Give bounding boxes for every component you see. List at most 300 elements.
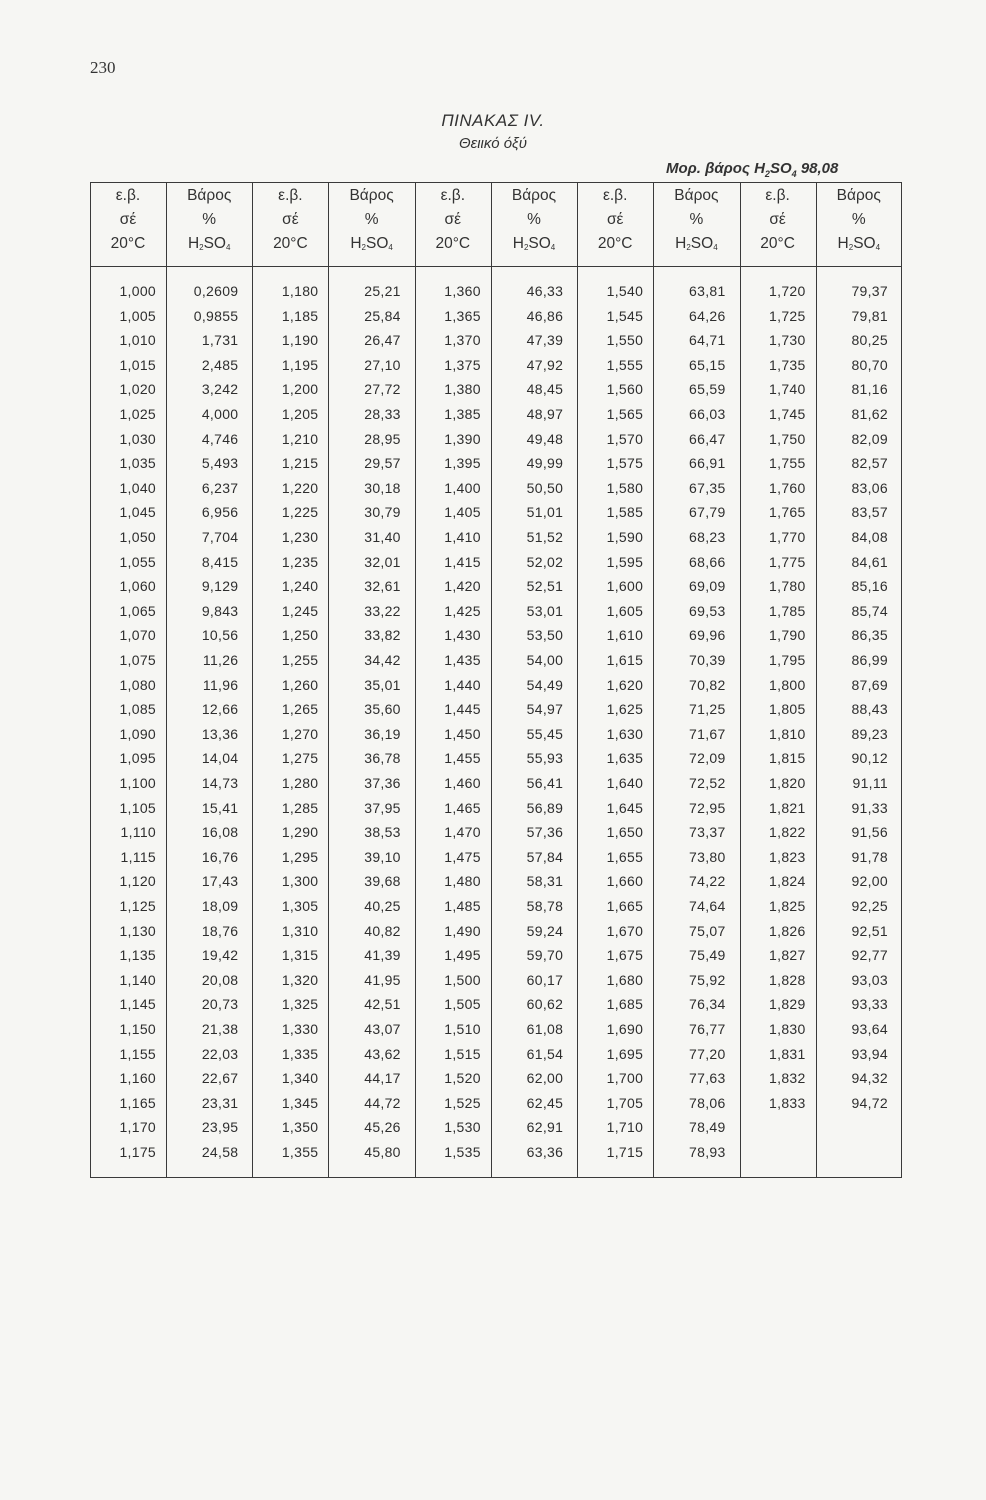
weight-percent-cell: 91,33 xyxy=(851,799,888,816)
header-weight-label: Βάρος xyxy=(836,187,881,204)
weight-percent-cell: 74,22 xyxy=(689,873,726,890)
specific-gravity-cell: 1,405 xyxy=(444,504,481,521)
weight-percent-cell: 75,07 xyxy=(689,922,726,939)
specific-gravity-cell: 1,670 xyxy=(606,922,644,939)
specific-gravity-cell: 1,380 xyxy=(444,381,481,398)
specific-gravity-cell: 1,430 xyxy=(444,627,481,644)
weight-percent-cell: 4,000 xyxy=(201,406,239,422)
header-percent: % xyxy=(851,211,866,228)
weight-percent-cell: 70,82 xyxy=(689,676,726,693)
weight-percent-cell: 26,47 xyxy=(364,332,401,349)
specific-gravity-cell: 1,830 xyxy=(769,1021,806,1037)
specific-gravity-cell: 1,585 xyxy=(606,504,644,521)
formula-so: SO xyxy=(203,235,226,252)
weight-percent-cell: 43,62 xyxy=(364,1045,401,1062)
header-line-1: σέ xyxy=(769,211,786,228)
specific-gravity-cell: 1,235 xyxy=(281,553,319,570)
specific-gravity-cell: 1,710 xyxy=(606,1119,644,1136)
weight-percent-cell: 59,70 xyxy=(526,947,564,964)
specific-gravity-cell: 1,090 xyxy=(119,725,156,742)
specific-gravity-cell: 1,465 xyxy=(444,799,481,816)
weight-percent-cell: 18,09 xyxy=(201,898,239,914)
formula-h: H xyxy=(187,235,200,252)
weight-percent-cell: 32,01 xyxy=(364,553,401,570)
specific-gravity-cell: 1,475 xyxy=(444,848,481,865)
weight-percent-cell: 27,72 xyxy=(364,381,401,398)
formula-h: H xyxy=(350,235,362,252)
specific-gravity-cell: 1,385 xyxy=(444,406,481,422)
weight-percent-cell: 67,79 xyxy=(689,504,726,521)
table-title: ΠΙΝΑΚΑΣ IV. xyxy=(441,111,545,130)
weight-percent-cell: 13,36 xyxy=(201,725,239,742)
weight-percent-cell: 72,95 xyxy=(689,799,726,816)
weight-percent-cell: 24,58 xyxy=(201,1144,239,1160)
weight-percent-cell: 76,34 xyxy=(689,996,726,1013)
weight-percent-cell: 57,36 xyxy=(526,824,564,841)
weight-percent-cell: 71,67 xyxy=(689,725,726,742)
specific-gravity-cell: 1,580 xyxy=(606,479,644,496)
header-line-2: 20°C xyxy=(273,235,308,252)
specific-gravity-cell: 1,100 xyxy=(119,775,156,791)
specific-gravity-cell: 1,530 xyxy=(444,1119,481,1136)
weight-percent-cell: 82,09 xyxy=(851,430,888,447)
weight-percent-cell: 5,493 xyxy=(201,455,239,472)
specific-gravity-cell: 1,495 xyxy=(444,947,481,964)
specific-gravity-cell: 1,070 xyxy=(119,627,156,644)
specific-gravity-cell: 1,760 xyxy=(769,479,806,496)
header-line-0: ε.β. xyxy=(440,187,466,204)
weight-percent-cell: 56,41 xyxy=(526,775,564,791)
weight-percent-cell: 9,843 xyxy=(201,602,239,619)
specific-gravity-cell: 1,770 xyxy=(769,529,806,545)
weight-percent-cell: 47,39 xyxy=(526,332,564,349)
weight-percent-cell: 43,07 xyxy=(364,1021,401,1037)
weight-percent-cell: 75,92 xyxy=(689,971,726,988)
specific-gravity-cell: 1,025 xyxy=(119,406,156,422)
weight-percent-cell: 45,80 xyxy=(364,1144,401,1160)
formula-so: SO xyxy=(365,235,389,252)
specific-gravity-cell: 1,355 xyxy=(281,1144,319,1160)
weight-percent-cell: 92,51 xyxy=(851,922,888,939)
specific-gravity-cell: 1,275 xyxy=(281,750,319,767)
specific-gravity-cell: 1,230 xyxy=(281,529,319,545)
specific-gravity-cell: 1,833 xyxy=(769,1094,806,1111)
weight-percent-cell: 55,93 xyxy=(526,750,564,767)
weight-percent-cell: 52,02 xyxy=(526,553,564,570)
weight-percent-cell: 57,84 xyxy=(526,848,564,865)
weight-percent-cell: 16,76 xyxy=(201,848,239,865)
weight-percent-cell: 87,69 xyxy=(851,676,888,693)
header-specific-gravity xyxy=(252,184,328,256)
specific-gravity-cell: 1,820 xyxy=(769,775,806,791)
specific-gravity-cell: 1,040 xyxy=(119,479,156,496)
weight-percent-cell: 58,78 xyxy=(526,898,564,914)
header-line-1: σέ xyxy=(282,211,299,228)
specific-gravity-cell: 1,390 xyxy=(444,430,481,447)
weight-percent-cell: 84,61 xyxy=(851,553,888,570)
weight-percent-cell: 4,746 xyxy=(201,430,239,447)
specific-gravity-cell: 1,265 xyxy=(281,701,319,718)
specific-gravity-cell: 1,320 xyxy=(281,971,319,988)
specific-gravity-cell: 1,175 xyxy=(119,1144,156,1160)
weight-percent-cell: 0,9855 xyxy=(193,307,239,324)
specific-gravity-cell: 1,080 xyxy=(119,676,156,693)
weight-percent-cell: 20,73 xyxy=(201,996,239,1013)
specific-gravity-cell: 1,200 xyxy=(281,381,319,398)
specific-gravity-cell: 1,220 xyxy=(281,479,319,496)
specific-gravity-cell: 1,195 xyxy=(281,356,319,373)
weight-percent-cell: 77,20 xyxy=(689,1045,726,1062)
specific-gravity-cell: 1,565 xyxy=(606,406,644,422)
specific-gravity-cell: 1,170 xyxy=(119,1119,156,1136)
weight-percent-cell: 40,82 xyxy=(364,922,401,939)
weight-percent-cell: 12,66 xyxy=(201,701,239,718)
weight-percent-cell: 60,62 xyxy=(526,996,564,1013)
specific-gravity-cell: 1,000 xyxy=(119,283,156,299)
weight-percent-cell: 34,42 xyxy=(364,652,401,668)
weight-percent-cell: 30,18 xyxy=(364,479,401,496)
specific-gravity-cell: 1,165 xyxy=(119,1094,156,1111)
weight-percent-cell: 53,50 xyxy=(526,627,564,644)
specific-gravity-cell: 1,420 xyxy=(444,578,481,595)
formula-so: SO xyxy=(853,235,876,252)
specific-gravity-cell: 1,505 xyxy=(444,996,481,1013)
weight-percent-cell: 52,51 xyxy=(526,578,564,595)
specific-gravity-cell: 1,120 xyxy=(119,873,156,890)
specific-gravity-cell: 1,675 xyxy=(606,947,644,964)
specific-gravity-cell: 1,190 xyxy=(281,332,319,349)
weight-percent-cell: 54,97 xyxy=(526,701,564,718)
weight-percent-cell: 11,96 xyxy=(202,676,239,693)
specific-gravity-cell: 1,015 xyxy=(119,356,156,373)
header-line-2: 20°C xyxy=(597,235,633,252)
specific-gravity-cell: 1,150 xyxy=(119,1021,156,1037)
weight-percent-cell: 33,82 xyxy=(364,627,401,644)
specific-gravity-cell: 1,600 xyxy=(606,578,644,595)
header-weight-label: Βάρος xyxy=(349,187,394,204)
specific-gravity-cell: 1,525 xyxy=(444,1094,481,1111)
weight-percent-cell: 90,12 xyxy=(851,750,888,767)
weight-percent-cell: 67,35 xyxy=(689,479,726,496)
specific-gravity-cell: 1,075 xyxy=(119,652,156,668)
weight-percent-cell: 72,52 xyxy=(689,775,726,791)
specific-gravity-cell: 1,590 xyxy=(606,529,644,545)
weight-percent-cell: 92,77 xyxy=(851,947,888,964)
formula-so: SO xyxy=(528,235,551,252)
specific-gravity-cell: 1,395 xyxy=(444,455,481,472)
specific-gravity-cell: 1,795 xyxy=(769,652,806,668)
weight-percent-cell: 37,36 xyxy=(364,775,401,791)
header-weight-percent xyxy=(166,184,252,256)
specific-gravity-cell: 1,700 xyxy=(606,1070,644,1087)
specific-gravity-cell: 1,575 xyxy=(606,455,644,472)
weight-percent-cell: 53,01 xyxy=(526,602,564,619)
specific-gravity-cell: 1,665 xyxy=(606,898,644,914)
weight-percent-cell: 35,60 xyxy=(364,701,401,718)
specific-gravity-cell: 1,790 xyxy=(769,627,806,644)
specific-gravity-cell: 1,765 xyxy=(769,504,806,521)
weight-percent-cell: 49,99 xyxy=(526,455,564,472)
weight-percent-cell: 68,23 xyxy=(689,529,726,545)
specific-gravity-cell: 1,780 xyxy=(769,578,806,595)
specific-gravity-cell: 1,635 xyxy=(606,750,644,767)
weight-percent-cell: 28,95 xyxy=(364,430,401,447)
specific-gravity-cell: 1,115 xyxy=(120,848,156,865)
specific-gravity-cell: 1,205 xyxy=(281,406,319,422)
specific-gravity-cell: 1,735 xyxy=(769,356,806,373)
weight-percent-cell: 65,15 xyxy=(689,356,726,373)
weight-percent-cell: 6,237 xyxy=(201,479,239,496)
header-specific-gravity xyxy=(90,184,166,256)
header-specific-gravity xyxy=(740,184,816,256)
header-weight-percent xyxy=(491,184,577,256)
weight-percent-cell: 25,21 xyxy=(364,283,401,299)
weight-percent-cell: 79,37 xyxy=(851,283,888,299)
header-formula: $H_2SO_4$ xyxy=(837,235,881,252)
weight-percent-cell: 62,91 xyxy=(526,1119,564,1136)
weight-percent-cell: 9,129 xyxy=(201,578,239,595)
weight-percent-cell: 56,89 xyxy=(526,799,564,816)
weight-percent-cell: 64,71 xyxy=(689,332,726,349)
weight-percent-cell: 84,08 xyxy=(851,529,888,545)
weight-percent-cell: 0,2609 xyxy=(193,283,239,299)
specific-gravity-cell: 1,695 xyxy=(606,1045,644,1062)
header-weight-label: Βάρος xyxy=(511,187,557,204)
specific-gravity-cell: 1,215 xyxy=(281,455,319,472)
weight-percent-cell: 8,415 xyxy=(201,553,239,570)
specific-gravity-cell: 1,775 xyxy=(769,553,806,570)
header-formula: $H_2SO_4$ xyxy=(512,235,556,252)
weight-percent-cell: 72,09 xyxy=(689,750,726,767)
specific-gravity-cell: 1,540 xyxy=(606,283,644,299)
weight-percent-cell: 88,43 xyxy=(851,701,888,718)
specific-gravity-cell: 1,720 xyxy=(769,283,806,299)
molar-formula: SO xyxy=(769,160,792,177)
header-specific-gravity xyxy=(415,184,491,256)
specific-gravity-cell: 1,365 xyxy=(444,307,481,324)
weight-percent-cell: 23,31 xyxy=(201,1094,239,1111)
specific-gravity-cell: 1,280 xyxy=(281,775,319,791)
weight-percent-cell: 73,37 xyxy=(689,824,726,841)
weight-percent-cell: 36,19 xyxy=(364,725,401,742)
header-line-0: ε.β. xyxy=(602,187,628,204)
weight-percent-cell: 63,36 xyxy=(526,1144,564,1160)
specific-gravity-cell: 1,831 xyxy=(769,1045,806,1062)
weight-percent-cell: 3,242 xyxy=(201,381,239,398)
weight-percent-cell: 71,25 xyxy=(689,701,726,718)
weight-percent-cell: 85,74 xyxy=(851,602,888,619)
weight-percent-cell: 69,96 xyxy=(689,627,726,644)
specific-gravity-cell: 1,350 xyxy=(281,1119,319,1136)
weight-percent-cell: 36,78 xyxy=(364,750,401,767)
specific-gravity-cell: 1,155 xyxy=(119,1045,156,1062)
weight-percent-cell: 79,81 xyxy=(851,307,888,324)
specific-gravity-cell: 1,500 xyxy=(444,971,481,988)
specific-gravity-cell: 1,210 xyxy=(281,430,319,447)
weight-percent-cell: 40,25 xyxy=(364,898,401,914)
specific-gravity-cell: 1,705 xyxy=(606,1094,644,1111)
specific-gravity-cell: 1,160 xyxy=(119,1070,156,1087)
weight-percent-cell: 80,25 xyxy=(851,332,888,349)
weight-percent-cell: 22,03 xyxy=(201,1045,239,1062)
specific-gravity-cell: 1,805 xyxy=(769,701,806,718)
weight-percent-cell: 48,97 xyxy=(526,406,564,422)
specific-gravity-cell: 1,650 xyxy=(606,824,644,841)
specific-gravity-cell: 1,310 xyxy=(281,922,319,939)
weight-percent-cell: 65,59 xyxy=(689,381,726,398)
specific-gravity-cell: 1,110 xyxy=(120,824,156,841)
weight-percent-cell: 41,39 xyxy=(364,947,401,964)
weight-percent-cell: 69,53 xyxy=(689,602,726,619)
page-number: 230 xyxy=(90,58,116,77)
weight-percent-cell: 51,52 xyxy=(526,529,564,545)
weight-percent-cell: 42,51 xyxy=(364,996,401,1013)
specific-gravity-cell: 1,826 xyxy=(769,922,806,939)
weight-percent-cell: 38,53 xyxy=(364,824,401,841)
specific-gravity-cell: 1,620 xyxy=(606,676,644,693)
specific-gravity-cell: 1,560 xyxy=(606,381,644,398)
weight-percent-cell: 41,95 xyxy=(364,971,401,988)
weight-percent-cell: 28,33 xyxy=(364,406,401,422)
specific-gravity-cell: 1,625 xyxy=(606,701,644,718)
weight-percent-cell: 91,78 xyxy=(851,848,888,865)
specific-gravity-cell: 1,745 xyxy=(769,406,806,422)
molar-mass-note: Μορ. βάρος $H_2SO_4$ 98,08 xyxy=(666,160,839,179)
formula-h: H xyxy=(675,235,687,252)
weight-percent-cell: 39,68 xyxy=(364,873,401,890)
weight-percent-cell: 14,04 xyxy=(201,750,239,767)
specific-gravity-cell: 1,285 xyxy=(281,799,319,816)
specific-gravity-cell: 1,035 xyxy=(119,455,156,472)
weight-percent-cell: 37,95 xyxy=(364,799,401,816)
header-line-1: σέ xyxy=(606,211,624,228)
weight-percent-cell: 83,06 xyxy=(851,479,888,496)
specific-gravity-cell: 1,800 xyxy=(769,676,806,693)
specific-gravity-cell: 1,690 xyxy=(606,1021,644,1037)
specific-gravity-cell: 1,640 xyxy=(606,775,644,791)
specific-gravity-cell: 1,400 xyxy=(444,479,481,496)
weight-percent-cell: 94,32 xyxy=(851,1070,888,1087)
weight-percent-cell: 7,704 xyxy=(201,529,239,545)
specific-gravity-cell: 1,825 xyxy=(769,898,806,914)
header-line-1: σέ xyxy=(444,211,462,228)
weight-percent-cell: 80,70 xyxy=(851,356,888,373)
specific-gravity-cell: 1,305 xyxy=(281,898,319,914)
weight-percent-cell: 92,25 xyxy=(851,898,888,914)
weight-percent-cell: 2,485 xyxy=(201,356,239,373)
weight-percent-cell: 15,41 xyxy=(201,799,239,816)
specific-gravity-cell: 1,455 xyxy=(444,750,481,767)
specific-gravity-cell: 1,360 xyxy=(444,283,481,299)
weight-percent-cell: 21,38 xyxy=(201,1021,239,1037)
weight-percent-cell: 44,72 xyxy=(364,1094,401,1111)
weight-percent-cell: 51,01 xyxy=(526,504,564,521)
weight-percent-cell: 55,45 xyxy=(526,725,564,742)
specific-gravity-cell: 1,470 xyxy=(444,824,481,841)
weight-percent-cell: 81,62 xyxy=(851,406,888,422)
specific-gravity-cell: 1,010 xyxy=(119,332,156,349)
specific-gravity-cell: 1,715 xyxy=(606,1144,644,1160)
specific-gravity-cell: 1,615 xyxy=(606,652,644,668)
specific-gravity-cell: 1,535 xyxy=(444,1144,481,1160)
header-line-0: ε.β. xyxy=(278,187,303,204)
specific-gravity-cell: 1,295 xyxy=(281,848,319,865)
header-weight-label: Βάρος xyxy=(674,187,719,204)
group-separator xyxy=(415,182,416,1178)
weight-percent-cell: 62,00 xyxy=(526,1070,564,1087)
specific-gravity-cell: 1,480 xyxy=(444,873,481,890)
specific-gravity-cell: 1,410 xyxy=(444,529,481,545)
weight-percent-cell: 1,731 xyxy=(201,332,239,349)
specific-gravity-cell: 1,510 xyxy=(444,1021,481,1037)
specific-gravity-cell: 1,055 xyxy=(119,553,156,570)
weight-percent-cell: 64,26 xyxy=(689,307,726,324)
weight-percent-cell: 82,57 xyxy=(851,455,888,472)
specific-gravity-cell: 1,045 xyxy=(119,504,156,521)
specific-gravity-cell: 1,755 xyxy=(769,455,806,472)
specific-gravity-cell: 1,425 xyxy=(444,602,481,619)
weight-percent-cell: 22,67 xyxy=(201,1070,239,1087)
weight-percent-cell: 93,64 xyxy=(851,1021,888,1037)
specific-gravity-cell: 1,315 xyxy=(281,947,319,964)
weight-percent-cell: 85,16 xyxy=(851,578,888,595)
specific-gravity-cell: 1,225 xyxy=(281,504,319,521)
specific-gravity-cell: 1,823 xyxy=(769,848,806,865)
weight-percent-cell: 11,26 xyxy=(202,652,239,668)
specific-gravity-cell: 1,785 xyxy=(769,602,806,619)
specific-gravity-cell: 1,827 xyxy=(769,947,806,964)
specific-gravity-cell: 1,375 xyxy=(444,356,481,373)
header-weight-label: Βάρος xyxy=(187,187,232,204)
weight-percent-cell: 50,50 xyxy=(526,479,564,496)
weight-percent-cell: 60,17 xyxy=(526,971,564,988)
weight-percent-cell: 78,93 xyxy=(689,1144,726,1160)
header-line-0: ε.β. xyxy=(115,187,141,204)
specific-gravity-cell: 1,245 xyxy=(281,602,319,619)
header-weight-percent xyxy=(816,184,902,256)
weight-percent-cell: 14,73 xyxy=(201,775,239,791)
weight-percent-cell: 92,00 xyxy=(851,873,888,890)
specific-gravity-cell: 1,145 xyxy=(119,996,156,1013)
header-formula: $H_2SO_4$ xyxy=(187,235,231,252)
specific-gravity-cell: 1,550 xyxy=(606,332,644,349)
weight-percent-cell: 17,43 xyxy=(201,873,239,890)
specific-gravity-cell: 1,725 xyxy=(769,307,806,324)
weight-percent-cell: 16,08 xyxy=(201,824,239,841)
specific-gravity-cell: 1,050 xyxy=(119,529,156,545)
weight-percent-cell: 59,24 xyxy=(526,922,564,939)
weight-percent-cell: 91,56 xyxy=(851,824,888,841)
header-formula: $H_2SO_4$ xyxy=(675,235,718,252)
weight-percent-cell: 93,03 xyxy=(851,971,888,988)
weight-percent-cell: 58,31 xyxy=(526,873,564,890)
specific-gravity-cell: 1,750 xyxy=(769,430,806,447)
weight-percent-cell: 66,47 xyxy=(689,430,726,447)
weight-percent-cell: 78,06 xyxy=(689,1094,726,1111)
specific-gravity-cell: 1,185 xyxy=(281,307,319,324)
specific-gravity-cell: 1,435 xyxy=(444,652,481,668)
header-line-2: 20°C xyxy=(110,235,146,252)
weight-percent-cell: 66,03 xyxy=(689,406,726,422)
header-percent: % xyxy=(364,211,379,228)
weight-percent-cell: 94,72 xyxy=(851,1094,888,1111)
specific-gravity-cell: 1,370 xyxy=(444,332,481,349)
group-separator xyxy=(252,182,253,1178)
weight-percent-cell: 46,86 xyxy=(526,307,564,324)
specific-gravity-cell: 1,680 xyxy=(606,971,644,988)
molar-prefix: Μορ. βάρος H xyxy=(666,160,765,177)
specific-gravity-cell: 1,520 xyxy=(444,1070,481,1087)
